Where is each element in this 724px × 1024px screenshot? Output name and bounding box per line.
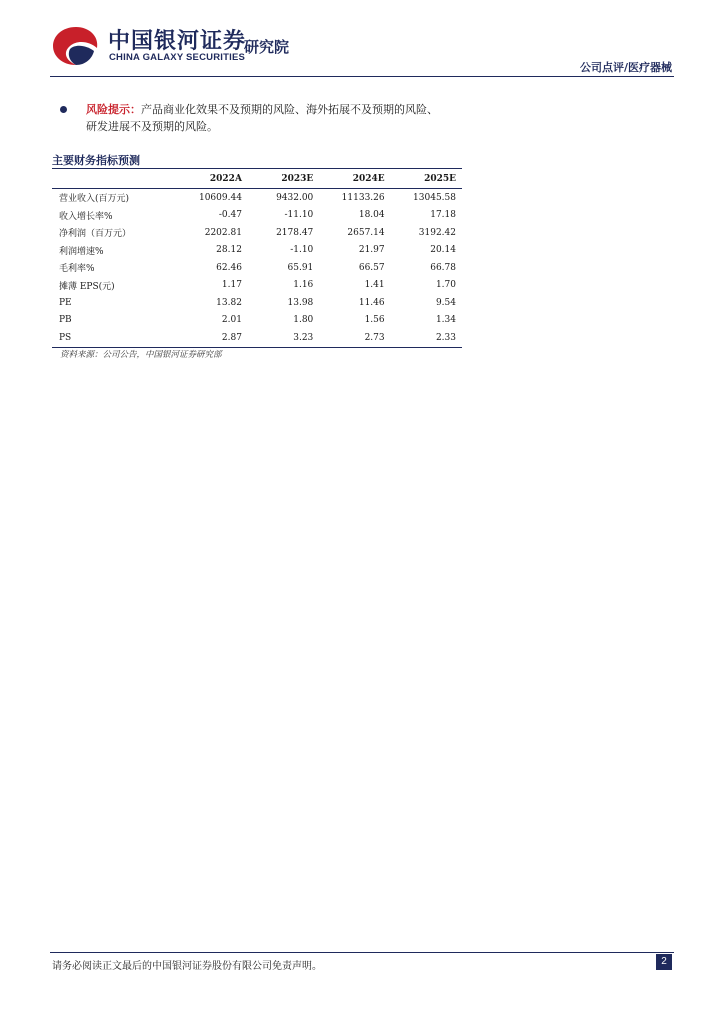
header-divider bbox=[50, 76, 674, 77]
disclaimer-note: 请务必阅读正文最后的中国银河证券股份有限公司免责声明。 bbox=[52, 961, 322, 972]
company-logo bbox=[50, 24, 102, 68]
table-row bbox=[52, 312, 462, 330]
table-cell: -0.47 bbox=[218, 210, 242, 221]
document-category: 公司点评/医疗器械 bbox=[579, 61, 672, 74]
table-cell: 2657.14 bbox=[347, 227, 385, 238]
table-cell: 2.73 bbox=[319, 329, 390, 347]
table-row bbox=[52, 207, 462, 225]
risk-text-2: 研发进展不及预期的风险。 bbox=[86, 120, 218, 133]
table-cell: 20.14 bbox=[430, 245, 456, 256]
table-cell: 2178.47 bbox=[276, 227, 314, 238]
column-header: 2023E bbox=[248, 169, 319, 189]
table-cell: 9.54 bbox=[435, 297, 456, 308]
footer-divider bbox=[50, 952, 674, 953]
column-header: 2022A bbox=[177, 169, 248, 189]
table-row bbox=[52, 189, 462, 207]
table-row bbox=[52, 277, 462, 295]
table-row bbox=[52, 242, 462, 260]
table-cell: 1.80 bbox=[293, 315, 314, 326]
table-cell: 3.23 bbox=[248, 329, 319, 347]
column-header: 2024E bbox=[319, 169, 390, 189]
row-label: 利润增速% bbox=[59, 246, 104, 257]
row-label: PS bbox=[52, 329, 177, 347]
table-cell: 21.97 bbox=[358, 245, 385, 256]
table-header-row bbox=[52, 169, 462, 189]
table-cell: 18.04 bbox=[358, 210, 385, 221]
table-cell: 28.12 bbox=[216, 245, 242, 256]
table-cell: 2.87 bbox=[177, 329, 248, 347]
table-cell: -11.10 bbox=[284, 210, 314, 221]
table-header-corner bbox=[52, 169, 177, 189]
table-cell: 1.41 bbox=[364, 280, 385, 291]
table-row bbox=[52, 329, 462, 347]
column-header: 2025E bbox=[391, 169, 462, 189]
table-cell: 13.98 bbox=[287, 297, 314, 308]
row-label: 收入增长率% bbox=[59, 211, 113, 222]
row-label: 毛利率% bbox=[59, 264, 95, 275]
row-label: PB bbox=[59, 315, 72, 326]
risk-label: 风险提示： bbox=[86, 103, 141, 116]
table-cell: 1.56 bbox=[364, 315, 385, 326]
table-cell: 2.33 bbox=[391, 329, 462, 347]
table-title: 主要财务指标预测 bbox=[52, 154, 140, 167]
table-cell: 62.46 bbox=[216, 262, 242, 273]
table-cell: 1.34 bbox=[435, 315, 456, 326]
table-cell: 3192.42 bbox=[418, 227, 456, 238]
table-row bbox=[52, 224, 462, 242]
table-cell: 2.01 bbox=[221, 315, 242, 326]
brand-subtitle: 研究院 bbox=[244, 38, 290, 56]
table-cell: 1.16 bbox=[293, 280, 314, 291]
table-row bbox=[52, 259, 462, 277]
table-cell: 11.46 bbox=[358, 297, 385, 308]
risk-line-1 bbox=[86, 101, 506, 118]
brand-name-cn: 中国银河证券 bbox=[108, 29, 247, 54]
table-cell: 13045.58 bbox=[413, 192, 456, 203]
row-label: 营业收入(百万元) bbox=[59, 194, 130, 205]
table-cell: -1.10 bbox=[290, 245, 314, 256]
row-label: 净利润（百万元） bbox=[59, 229, 132, 240]
financial-forecast-table bbox=[52, 168, 462, 348]
row-label: PE bbox=[59, 297, 72, 308]
table-cell: 65.91 bbox=[287, 262, 314, 273]
brand-name-en: CHINA GALAXY SECURITIES bbox=[109, 52, 246, 63]
risk-text-1: 产品商业化效果不及预期的风险、海外拓展不及预期的风险、 bbox=[141, 103, 438, 116]
table-cell: 10609.44 bbox=[198, 192, 242, 203]
table-cell: 66.78 bbox=[430, 262, 456, 273]
bullet-icon bbox=[60, 106, 67, 113]
table-cell: 17.18 bbox=[430, 210, 456, 221]
table-cell: 2202.81 bbox=[204, 227, 242, 238]
table-cell: 66.57 bbox=[358, 262, 385, 273]
table-cell: 9432.00 bbox=[276, 192, 314, 203]
table-cell: 13.82 bbox=[216, 297, 242, 308]
row-label: 摊薄 EPS(元) bbox=[59, 281, 115, 292]
table-source-note: 资料来源：公司公告，中国银河证券研究部 bbox=[60, 350, 222, 360]
table-row bbox=[52, 294, 462, 312]
table-cell: 11133.26 bbox=[341, 192, 385, 203]
table-cell: 1.17 bbox=[221, 280, 242, 291]
table-cell: 1.70 bbox=[435, 280, 456, 291]
page-number: 2 bbox=[656, 954, 672, 970]
